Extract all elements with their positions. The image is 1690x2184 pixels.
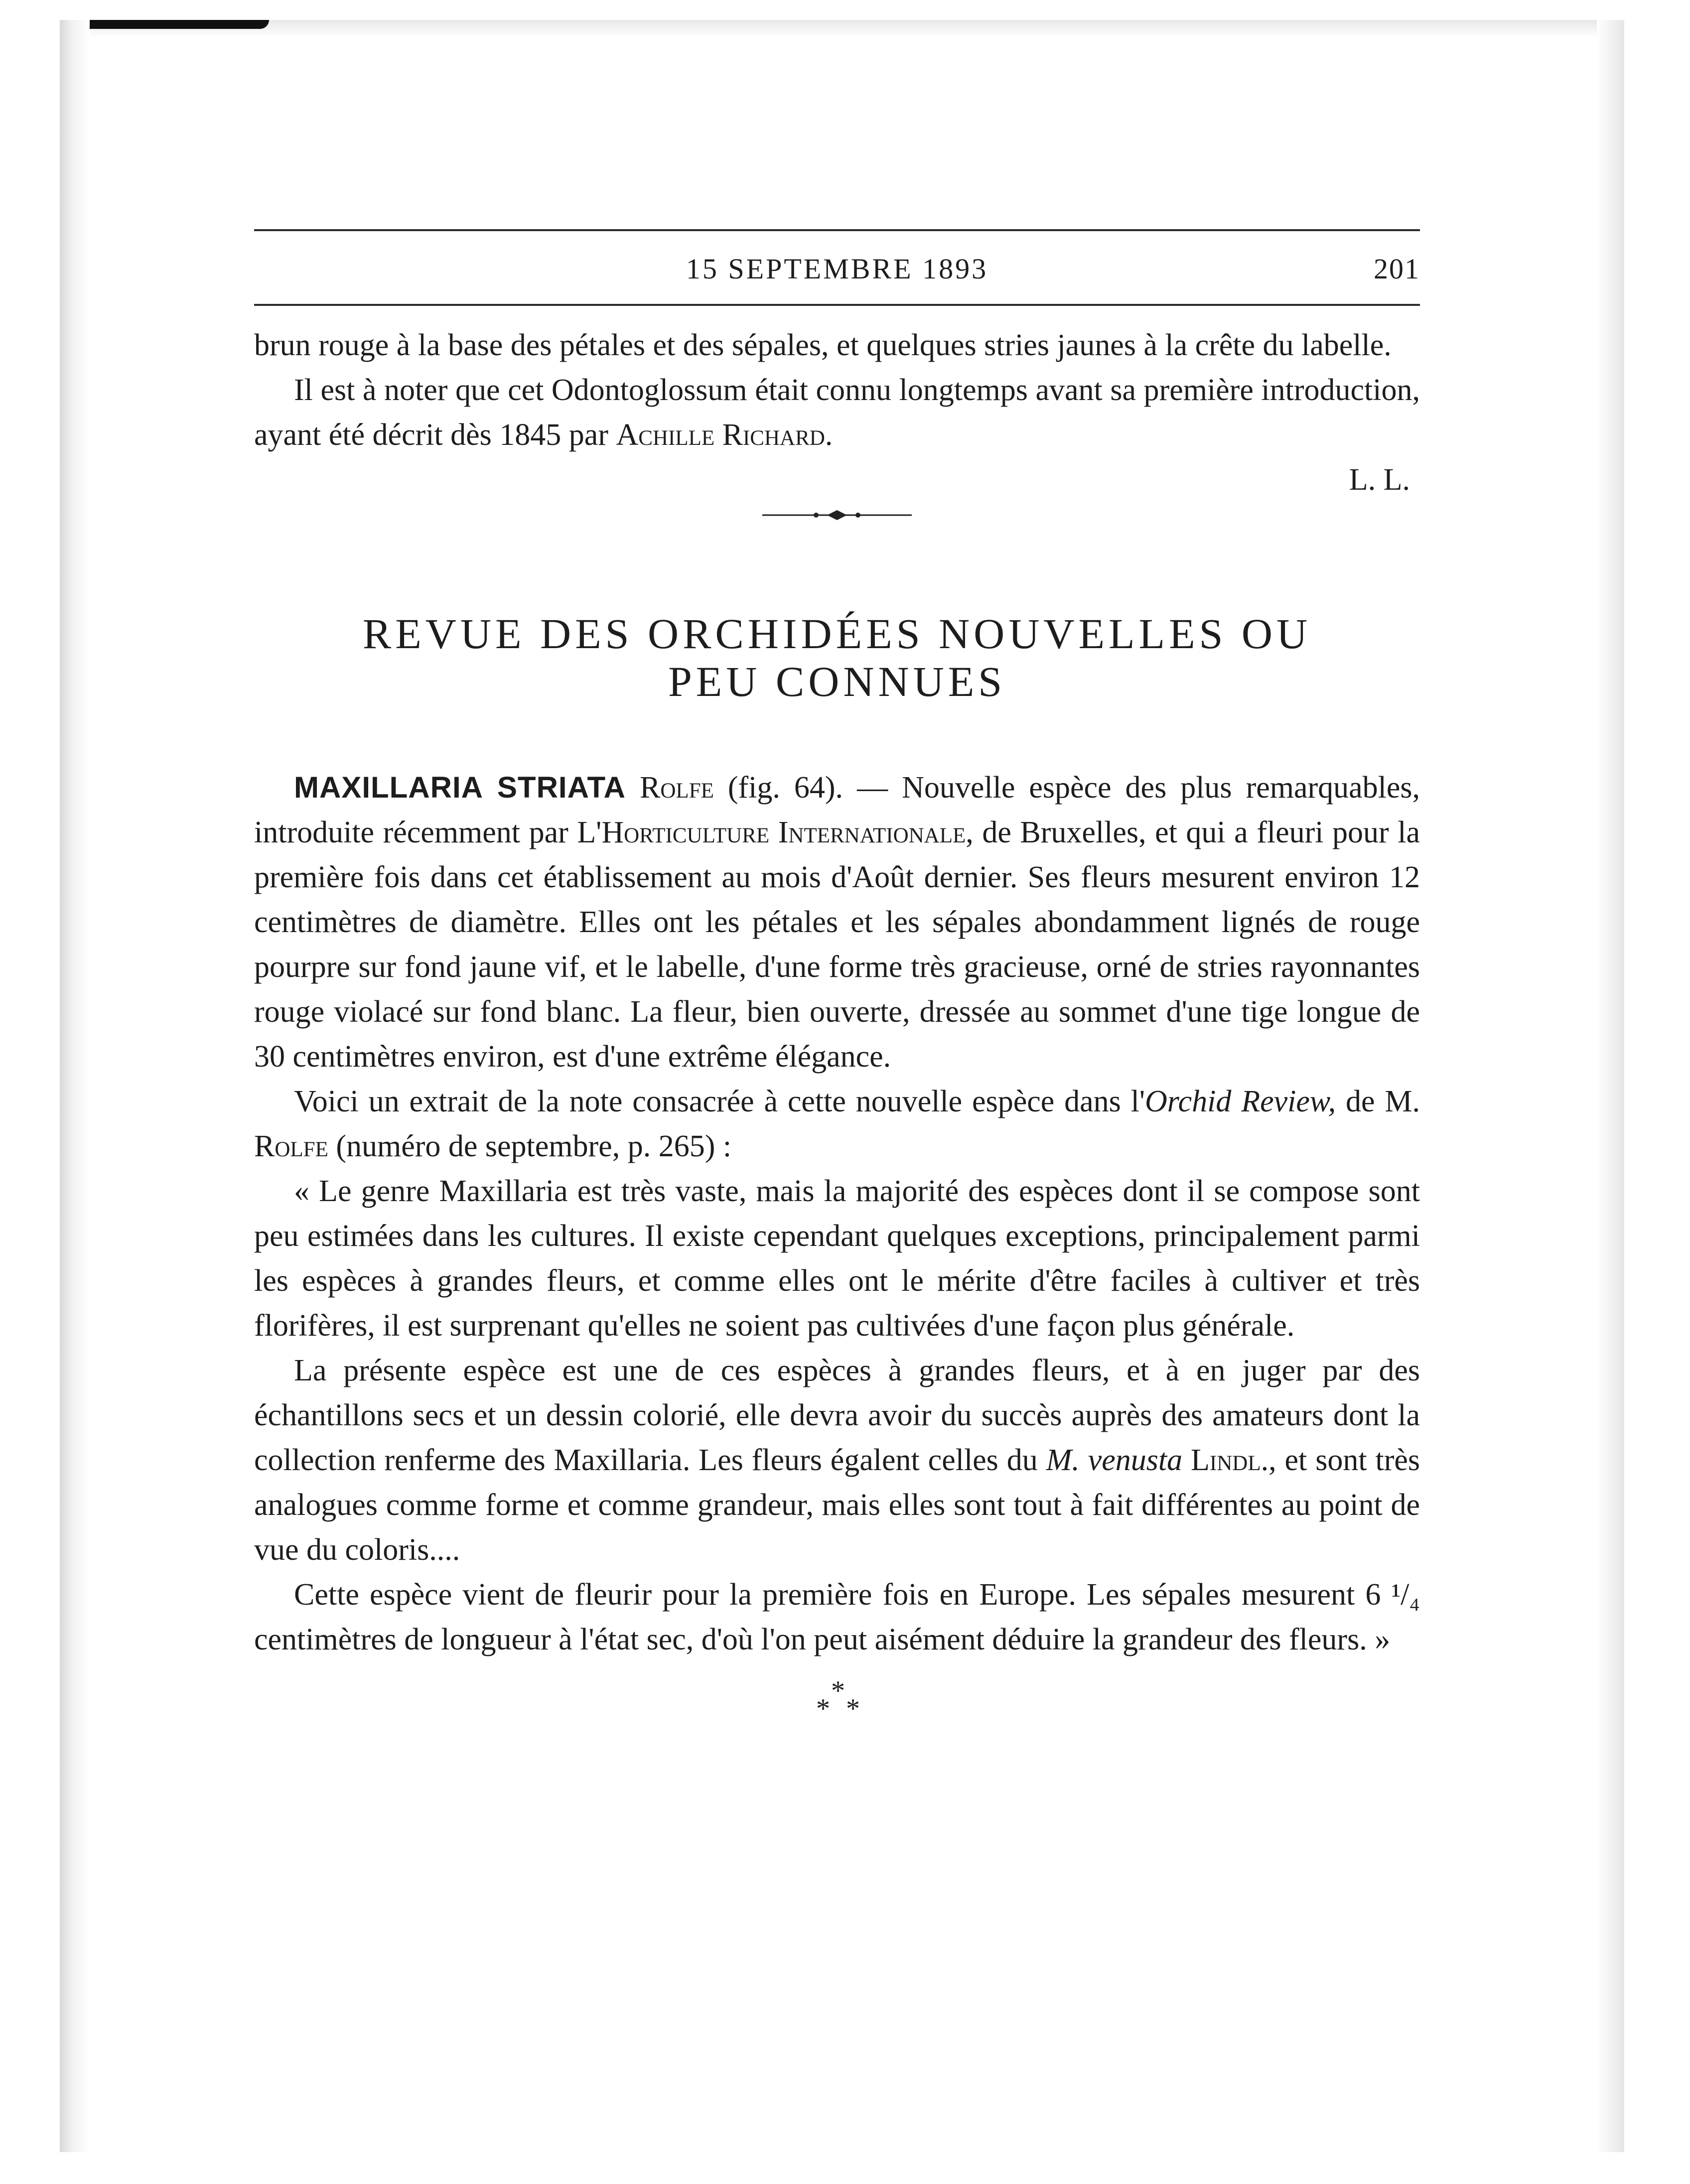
reference-citation: (numéro de septembre, p. 265) : [328, 1129, 732, 1163]
species-intro-text: (fig. 64). — Nouvelle espèce des plus remarquables, introduite récemment par [254, 771, 1420, 849]
quote-3-text: Cette espèce vient de fleurir pour la première fois en Europe. Les sépales mesurent 6 [294, 1578, 1392, 1612]
previous-article-continuation [254, 323, 1420, 457]
quote-2-text-end: , et sont très analogues comme forme et comme grandeur, mais elles sont tout à fait différentes au point de vue du coloris.... [254, 1443, 1420, 1567]
scan-shadow-corner [60, 20, 269, 29]
historical-note-paragraph [254, 368, 1420, 457]
running-title: 15 SEPTEMBRE 1893 [686, 253, 988, 285]
note-author: Achille Richard [616, 418, 825, 452]
quote-paragraph-1: « Le genre Maxillaria est très vaste, mais la majorité des espèces dont il se compose sont peu estimées dans les cultures. Il existe cependant quelques exceptions, principalement parmi les espèces à grandes fleurs, et comme elles ont le mérite d'être faciles à cultiver et très florifères, il est surprenant qu'elles ne soient pas cultivées d'une façon plus générale. [254, 1174, 1420, 1343]
page-header [254, 245, 1420, 305]
scan-border-right [1597, 20, 1624, 2152]
author-signature: L. L. [1349, 463, 1410, 497]
reference-paragraph [254, 1079, 1420, 1169]
section-heading [254, 610, 1420, 705]
quote-paragraph-2 [254, 1348, 1420, 1572]
reference-text: Voici un extrait de la note consacrée à cette nouvelle espèce dans l' [294, 1085, 1145, 1118]
section-divider-ornament [762, 505, 912, 525]
quote-3-text-end: centimètres de longueur à l'état sec, d'où l'on peut aisément déduire la grandeur des fleurs. » [254, 1623, 1391, 1656]
species-name: MAXILLARIA STRIATA [294, 771, 626, 804]
page-number: 201 [1374, 253, 1420, 285]
quote-paragraph-3 [254, 1572, 1420, 1662]
continuation-paragraph: brun rouge à la base des pétales et des sépales, et quelques stries jaunes à la crête du labelle. [254, 328, 1392, 362]
note-text: Il est à noter que cet Odontoglossum était connu longtemps avant sa première introduction, ayant été décrit dès 1845 par [254, 373, 1420, 452]
species-author: Rolfe [640, 771, 714, 805]
asterism-ornament: * * * [816, 1675, 860, 1724]
compared-species-author: Lindl. [1191, 1443, 1269, 1477]
establishment-name: L'Horticulture Internationale [577, 816, 966, 849]
note-end: . [825, 418, 833, 452]
section-heading-line-1: REVUE DES ORCHIDÉES NOUVELLES OU [362, 610, 1312, 658]
journal-title: Orchid Review, [1145, 1085, 1336, 1118]
compared-species: M. venusta [1046, 1443, 1183, 1477]
scan-border-top [60, 20, 1624, 38]
section-heading-line-2: PEU CONNUES [668, 658, 1006, 705]
fraction-value: ¹/₄ [1391, 1578, 1420, 1612]
quote-2-text: La présente espèce est une de ces espèces à grandes fleurs, et à en juger par des échantillons secs et un dessin colorié, elle devra avoir du succès auprès des amateurs dont la collection renferme des Maxillaria. Les fleurs égalent celles du [254, 1354, 1420, 1477]
scan-border-left [60, 20, 90, 2152]
journal-page [254, 229, 1420, 1725]
reference-text-2: de M. [1336, 1085, 1420, 1118]
species-description-paragraph [254, 765, 1420, 1079]
reference-author: Rolfe [254, 1129, 328, 1163]
article-maxillaria-striata [254, 765, 1420, 1662]
header-rule-top [254, 229, 1420, 231]
species-description-text: , de Bruxelles, et qui a fleuri pour la première fois dans cet établissement au mois d'Août dernier. Ses fleurs mesurent environ 12 centimètres de diamètre. Elles ont les pétales et les sépales abondamment lignés de rouge pourpre sur fond jaune vif, et le labelle, d'une forme très gracieuse, orné de stries rayonnantes rouge violacé sur fond blanc. La fleur, bien ouverte, dressée au sommet d'une tige longue de 30 centimètres environ, est d'une extrême élégance. [254, 816, 1420, 1074]
